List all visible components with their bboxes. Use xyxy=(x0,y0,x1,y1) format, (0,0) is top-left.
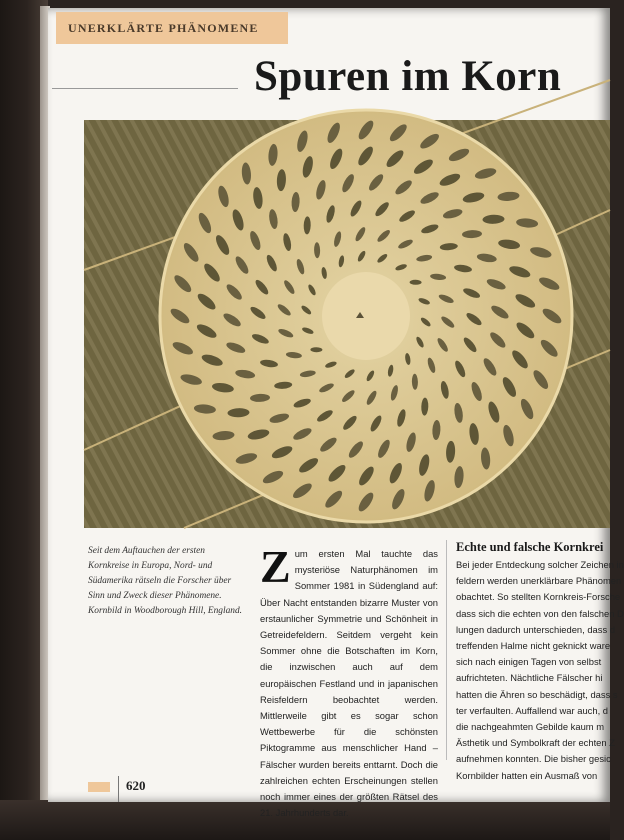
body-text: um ersten Mal tauchte das mysteriöse Naturphänomen im Sommer 1981 in Südengland auf: Über Nacht entstanden bizarre Muster von erstaunlicher Symmetrie und Schönheit in Getreidefeldern. Seitdem vergeht kein Sommer ohne die Botschaften im Korn, die inzwischen auch auf dem europäischen Festland und in japanischen Reisfeldern beobachtet werden. Mittlerweile gibt es sogar schon Wettbewerbe für die schönsten Piktogramme aus menschlicher Hand – Fälscher wurden bereits enttarnt. Doch die zahlreichen echten Erscheinungen stellen noch immer eines der größten Rätsel des 21. Jahrhunderts dar. xyxy=(260,548,438,819)
sidebar-line: Ästhetik und Symbolkraft der echten Z xyxy=(456,737,615,749)
sidebar-line: ter verfaulten. Auffallend war auch, d xyxy=(456,704,609,716)
sidebar-line: treffenden Halme nicht geknickt ware xyxy=(456,640,611,652)
sidebar-line: lungen dadurch unterschieden, dass d xyxy=(456,623,615,635)
page-title: Spuren im Korn xyxy=(254,53,562,100)
section-label: UNERKLÄRTE PHÄNOMENE xyxy=(68,20,259,35)
sidebar-line: Bei jeder Entdeckung solcher Zeichen in xyxy=(456,559,624,570)
sidebar-heading: Echte und falsche Kornkrei xyxy=(456,540,604,554)
folio-rule xyxy=(118,776,119,802)
photo-caption: Seit dem Auftauchen der ersten Kornkreise in Europa, Nord- und Südamerika rätseln die Forscher über Sinn und Zweck dieser Phänomene. Kornbild in Woodborough Hill, England. xyxy=(88,546,243,616)
sidebar-line: Kornbilder hatten ein Ausmaß von xyxy=(456,769,598,781)
title-rule xyxy=(52,88,238,89)
sidebar-line: aufnehmen konnten. Die bisher gesic xyxy=(456,753,611,765)
column-divider xyxy=(446,540,447,760)
sidebar-column xyxy=(456,540,624,784)
sidebar-line: sich nach einigen Tagen von selbst xyxy=(456,656,602,668)
section-tab xyxy=(56,12,288,44)
sidebar-line: hatten die Ähren so beschädigt, dass s xyxy=(456,688,618,700)
sidebar-line: obachtet. So stellten Kornkreis-Forsche xyxy=(456,591,621,603)
sidebar-line: die nachgeahmten Gebilde kaum m xyxy=(456,721,605,733)
folio-marker xyxy=(88,782,110,792)
sidebar-line: feldern werden unerklärbare Phänomen xyxy=(456,575,622,587)
sidebar-line: aufrichteten. Nächtliche Fälscher hi xyxy=(456,672,603,684)
page-number: 620 xyxy=(126,778,146,793)
crop-circle-illustration xyxy=(84,120,610,528)
sidebar-line: dass sich die echten von den falschen D xyxy=(456,607,624,619)
crop-circle-photo xyxy=(84,120,610,528)
body-column xyxy=(260,541,438,821)
book-page xyxy=(48,8,624,819)
sidebar-text xyxy=(456,557,624,784)
drop-cap: Z xyxy=(260,541,291,592)
